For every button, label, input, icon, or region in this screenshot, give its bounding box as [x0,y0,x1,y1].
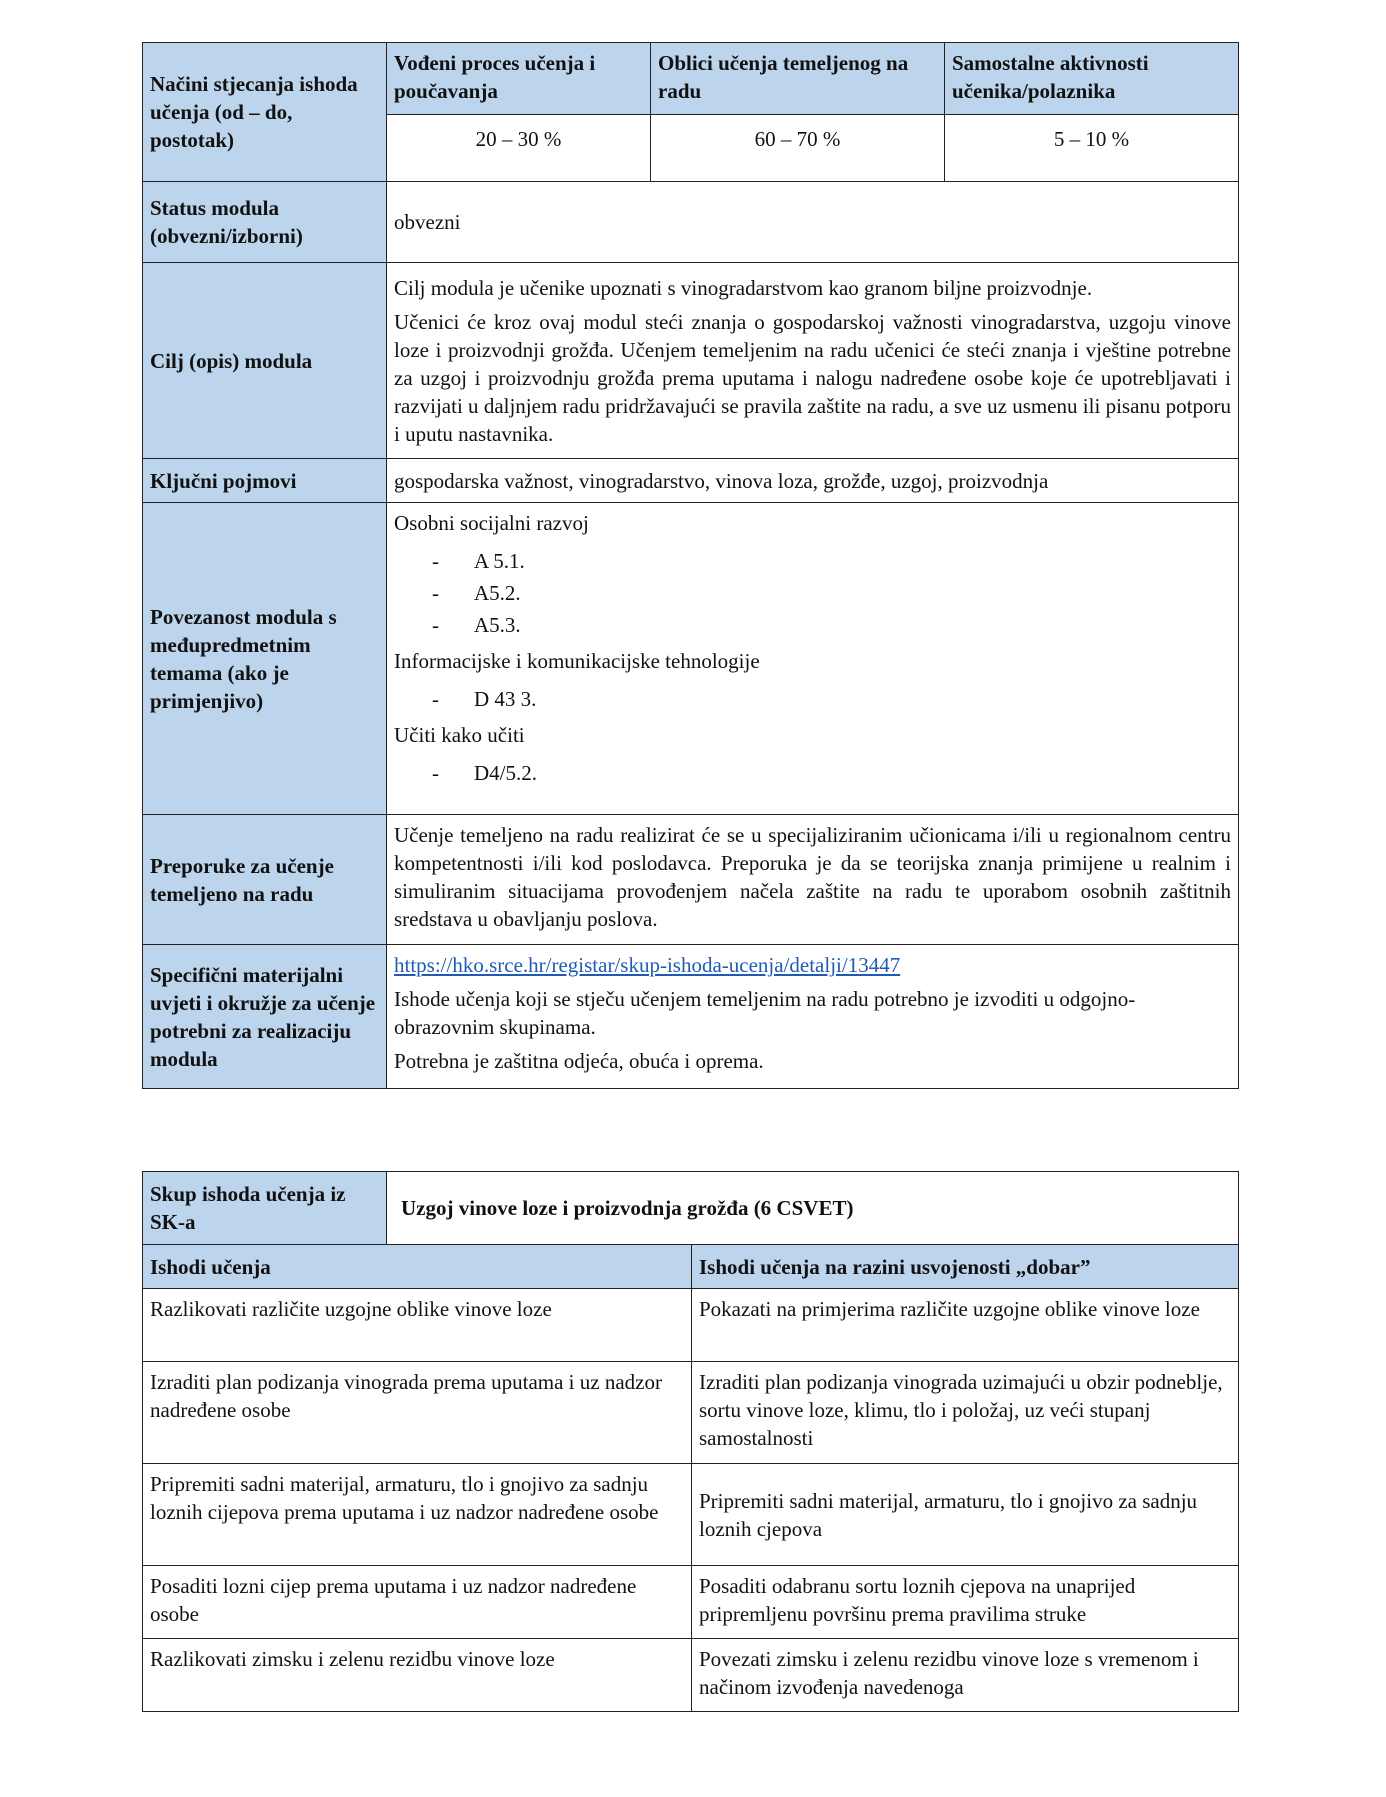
topic-list-item [432,759,1231,787]
dash-bullet: - [432,549,439,573]
table-row [143,1566,1239,1639]
topic-code: D 43 3. [474,687,537,711]
wbl-recommendations-row [143,815,1239,945]
outcome-set-title: Uzgoj vinove loze i proizvodnja grožđa (6 CSVET) [387,1172,1239,1245]
table-row [143,1362,1239,1464]
outcome-set-row [143,1172,1239,1245]
work-based-learning-value: 60 – 70 % [651,115,945,182]
wbl-recommendations-label: Preporuke za učenje temeljeno na radu [143,815,387,945]
dash-bullet: - [432,687,439,711]
independent-activities-value: 5 – 10 % [945,115,1239,182]
conditions-paragraph: Ishode učenja koji se stječu učenjem temeljenim na radu potrebno je izvoditi u odgojno-obrazovnim skupinama. [394,987,1136,1039]
registry-link[interactable]: https://hko.srce.hr/registar/skup-ishoda-ucenja/detalji/13447 [394,953,901,977]
topic-list-item [432,547,1231,575]
goal-paragraph: Učenici će kroz ovaj modul steći znanja o gospodarskoj važnosti vinogradarstva, uzgoju vinove loze i proizvodnji grožđa. Učenjem temeljenim na radu učenici će steći znanja i vještine potrebne za uzgoj i proizvodnju grožđa prema uputama i nalogu nadređene osobe koje će upotrebljavati i razvijati u daljnjem radu pridržavajući se pravila zaštite na radu, a sve uz usmenu ili pisanu potporu i uputu nastavnika. [394,309,1231,446]
goal-paragraph: Cilj modula je učenike upoznati s vinogradarstvom kao granom biljne proizvodnje. [394,275,1093,300]
outcome-cell: Izraditi plan podizanja vinograda prema uputama i uz nadzor nadređene osobe [143,1362,692,1464]
good-level-cell: Povezati zimsku i zelenu rezidbu vinove loze s vremenom i načinom izvođenja navedenoga [692,1639,1239,1712]
keywords-value: gospodarska važnost, vinogradarstvo, vinova loza, grožđe, uzgoj, proizvodnja [387,459,1239,503]
dash-bullet: - [432,761,439,785]
cross-curricular-row [143,503,1239,815]
guided-learning-value: 20 – 30 % [387,115,651,182]
cross-curricular-label: Povezanost modula s međupredmetnim temama (ako je primjenjivo) [143,503,387,815]
topic-code: A5.3. [474,613,521,637]
topic-group-title: Osobni socijalni razvoj [394,511,589,535]
outcome-cell: Posaditi lozni cijep prema uputama i uz nadzor nadređene osobe [143,1566,692,1639]
topic-group-title: Informacijske i komunikacijske tehnologije [394,649,760,673]
outcome-set-label: Skup ishoda učenja iz SK-a [143,1172,387,1245]
topic-list-item [432,611,1231,639]
independent-activities-header: Samostalne aktivnosti učenika/polaznika [945,43,1239,115]
table-row [143,1289,1239,1362]
outcomes-good-level-header: Ishodi učenja na razini usvojenosti „dobar” [692,1245,1239,1289]
module-info-table [142,42,1239,1089]
conditions-paragraph: Potrebna je zaštitna odjeća, obuća i oprema. [394,1049,764,1073]
outcome-cell: Razlikovati različite uzgojne oblike vinove loze [143,1289,692,1362]
material-conditions-content [387,945,1239,1089]
table-row [143,1639,1239,1712]
topic-list-item [432,579,1231,607]
dash-bullet: - [432,613,439,637]
acquisition-header-row [143,43,1239,115]
dash-bullet: - [432,581,439,605]
goal-row [143,263,1239,459]
good-level-cell: Izraditi plan podizanja vinograda uzimajući u obzir podneblje, sortu vinove loze, klimu, tlo i položaj, uz veći stupanj samostalnosti [692,1362,1239,1464]
outcome-cell: Razlikovati zimsku i zelenu rezidbu vinove loze [143,1639,692,1712]
material-conditions-row [143,945,1239,1089]
topic-code: A 5.1. [474,549,525,573]
cross-curricular-content [387,503,1239,815]
work-based-learning-header: Oblici učenja temeljenog na radu [651,43,945,115]
status-label: Status modula (obvezni/izborni) [143,182,387,263]
topic-list-item [432,685,1231,713]
keywords-label: Ključni pojmovi [143,459,387,503]
material-conditions-label: Specifični materijalni uvjeti i okružje za učenje potrebni za realizaciju modula [143,945,387,1089]
acquisition-label: Načini stjecanja ishoda učenja (od – do, postotak) [143,43,387,182]
learning-outcomes-table [142,1171,1239,1712]
status-value: obvezni [387,182,1239,263]
goal-label: Cilj (opis) modula [143,263,387,459]
table-row [143,1464,1239,1566]
good-level-cell: Pripremiti sadni materijal, armaturu, tlo i gnojivo za sadnju loznih cjepova [692,1464,1239,1566]
outcomes-header: Ishodi učenja [143,1245,692,1289]
topic-code: A5.2. [474,581,521,605]
topic-group-title: Učiti kako učiti [394,723,525,747]
keywords-row [143,459,1239,503]
outcome-cell: Pripremiti sadni materijal, armaturu, tlo i gnojivo za sadnju loznih cijepova prema uputama i uz nadzor nadređene osobe [143,1464,692,1566]
good-level-cell: Posaditi odabranu sortu loznih cjepova na unaprijed pripremljenu površinu prema pravilima struke [692,1566,1239,1639]
topic-code: D4/5.2. [474,761,537,785]
outcomes-header-row [143,1245,1239,1289]
good-level-cell: Pokazati na primjerima različite uzgojne oblike vinove loze [692,1289,1239,1362]
goal-description [387,263,1239,459]
guided-learning-header: Vođeni proces učenja i poučavanja [387,43,651,115]
wbl-recommendations-value: Učenje temeljeno na radu realizirat će se u specijaliziranim učionicama i/ili u regionalnom centru kompetentnosti i/ili kod poslodavca. Preporuka je da se teorijska znanja primijene u realnim i simuliranim situacijama provođenjem načela zaštite na radu te uporabom osobnih zaštitnih sredstava u obavljanju poslova. [387,815,1239,945]
status-row [143,182,1239,263]
